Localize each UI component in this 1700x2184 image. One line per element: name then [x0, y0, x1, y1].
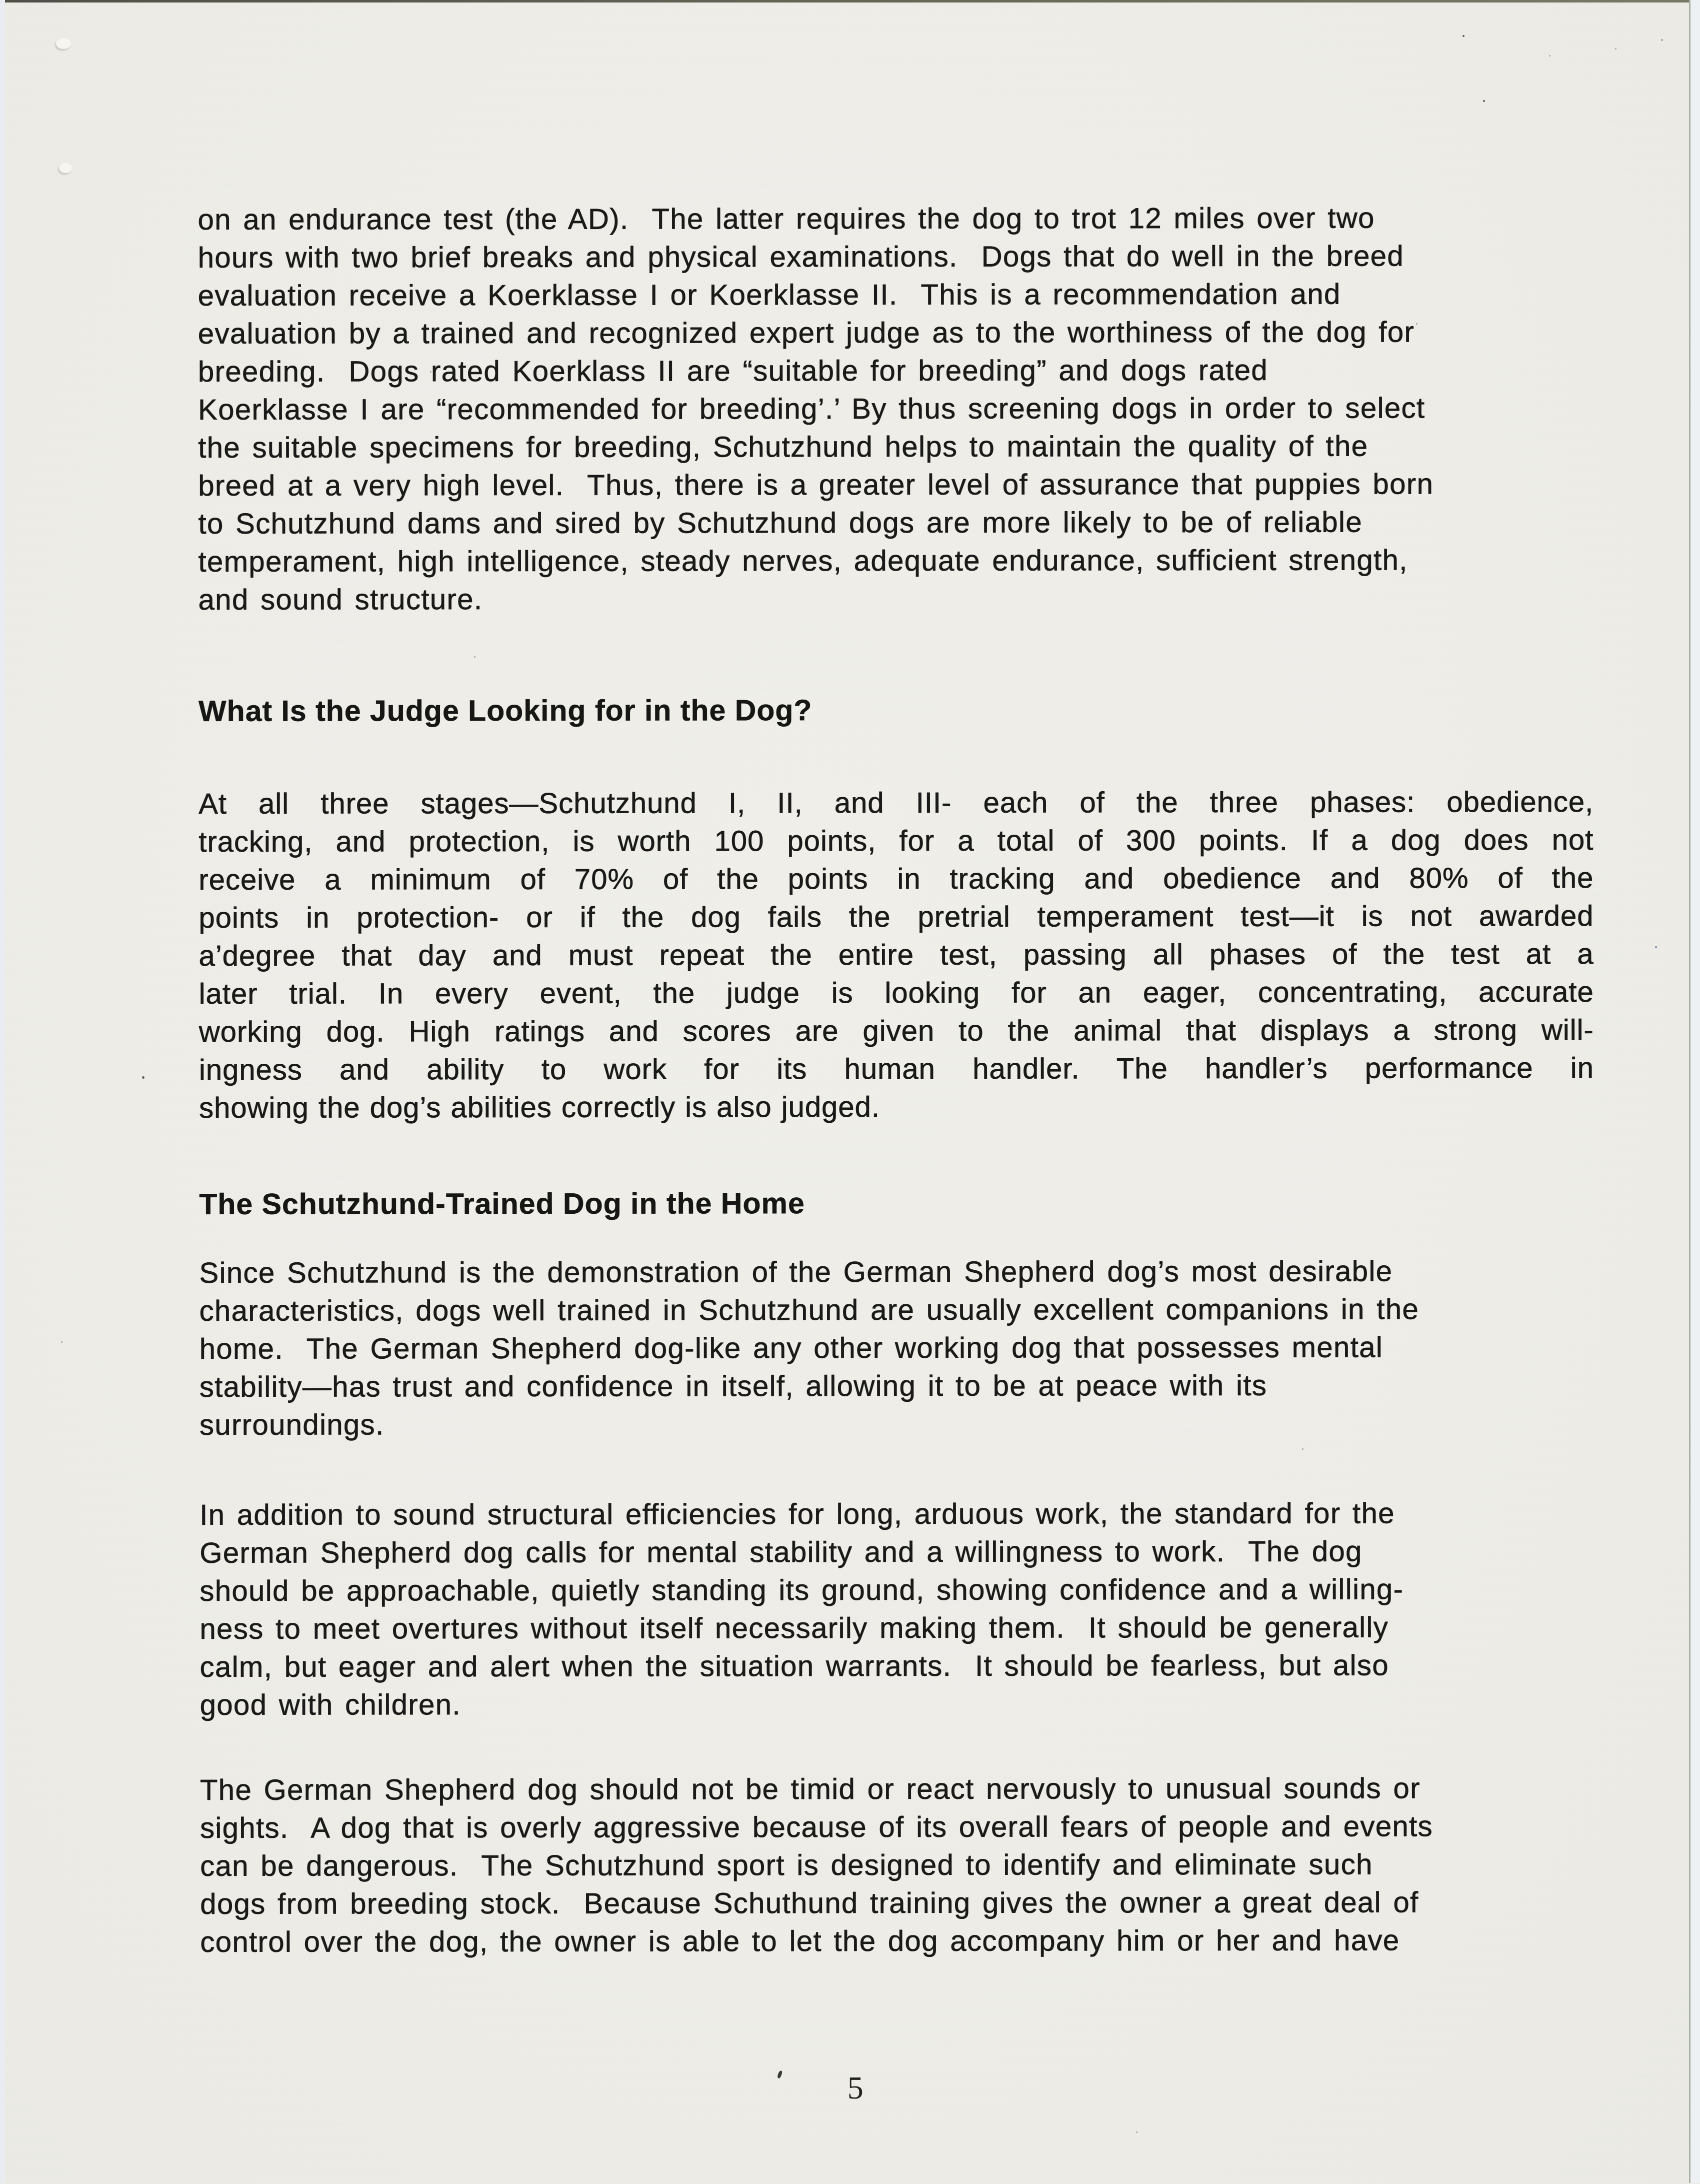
text-line: good with children. — [200, 1688, 461, 1721]
text-line: calm, but eager and alert when the situation warrants. It should be fearless, but also — [200, 1649, 1390, 1683]
text-line: and sound structure. — [198, 583, 483, 616]
text-line: sights. A dog that is overly aggressive because of its overall fears of people and events — [200, 1810, 1434, 1844]
text-line: In addition to sound structural efficiencies for long, arduous work, the standard for the — [200, 1497, 1395, 1531]
paragraph-breed-evaluation — [198, 199, 1594, 619]
text-line: breeding. Dogs rated Koerklass II are “suitable for breeding” and dogs rated — [198, 354, 1268, 388]
paragraph-scoring — [198, 783, 1594, 1127]
page-number: 5 — [847, 2069, 864, 2106]
text-line: to Schutzhund dams and sired by Schutzhund dogs are more likely to be of reliable — [198, 506, 1362, 540]
text-line: tracking, and protection, is worth 100 points, for a total of 300 points. If a dog does not — [198, 823, 1594, 858]
text-line: hours with two brief breaks and physical examinations. Dogs that do well in the breed — [198, 240, 1404, 274]
paragraph-temperament — [200, 1769, 1596, 1961]
text-line: ingness and ability to work for its human handler. The handler’s performance in — [198, 1051, 1594, 1086]
text-line: evaluation by a trained and recognized expert judge as to the worthiness of the dog for — [198, 316, 1415, 350]
heading-dog-in-home: The Schutzhund-Trained Dog in the Home — [199, 1187, 805, 1221]
heading-judge-looking-for: What Is the Judge Looking for in the Dog? — [198, 694, 812, 728]
text-line: stability—has trust and confidence in itself, allowing it to be at peace with its — [199, 1369, 1268, 1403]
text-line: a’degree that day and must repeat the entire test, passing all phases of the test at a — [198, 937, 1594, 972]
text-line: surroundings. — [199, 1408, 384, 1441]
text-line: showing the dog’s abilities correctly is also judged. — [198, 1090, 880, 1124]
text-line: German Shepherd dog calls for mental stability and a willingness to work. The dog — [200, 1535, 1362, 1569]
text-line: Since Schutzhund is the demonstration of the German Shepherd dog’s most desirable — [199, 1255, 1393, 1289]
text-line: home. The German Shepherd dog-like any other working dog that possesses mental — [199, 1331, 1384, 1365]
text-line: Koerklasse I are “recommended for breeding’.’ By thus screening dogs in order to select — [198, 392, 1426, 426]
text-line: characteristics, dogs well trained in Schutzhund are usually excellent companions in the — [199, 1293, 1420, 1327]
text-line: temperament, high intelligence, steady nerves, adequate endurance, sufficient strength, — [198, 544, 1408, 578]
text-line: ness to meet overtures without itself necessarily making them. It should be generally — [200, 1611, 1389, 1645]
text-line: working dog. High ratings and scores are given to the animal that displays a strong will- — [198, 1013, 1594, 1048]
paragraph-standard — [200, 1494, 1595, 1724]
paragraph-companions — [199, 1252, 1594, 1444]
text-line: At all three stages—Schutzhund I, II, and III- each of the three phases: obedience, — [198, 785, 1594, 820]
text-line: later trial. In every event, the judge is looking for an eager, concentrating, accurate — [198, 975, 1594, 1010]
text-line: dogs from breeding stock. Because Schuthund training gives the owner a great deal of — [200, 1886, 1419, 1920]
text-line: can be dangerous. The Schutzhund sport is designed to identify and eliminate such — [200, 1848, 1373, 1882]
text-line: the suitable specimens for breeding, Schutzhund helps to maintain the quality of the — [198, 430, 1368, 464]
text-line: control over the dog, the owner is able to let the dog accompany him or her and have — [200, 1924, 1400, 1958]
text-line: breed at a very high level. Thus, there is a greater level of assurance that puppies born — [198, 468, 1434, 502]
text-line: receive a minimum of 70% of the points in tracking and obedience and 80% of the — [198, 861, 1594, 896]
text-line: The German Shepherd dog should not be timid or react nervously to unusual sounds or — [200, 1772, 1420, 1806]
text-line: on an endurance test (the AD). The latter requires the dog to trot 12 miles over two — [198, 202, 1375, 236]
text-line: evaluation receive a Koerklasse I or Koerklasse II. This is a recommendation and — [198, 278, 1341, 312]
text-line: should be approachable, quietly standing its ground, showing confidence and a willing- — [200, 1573, 1404, 1607]
text-line: points in protection- or if the dog fails the pretrial temperament test—it is not awarded — [198, 899, 1594, 934]
